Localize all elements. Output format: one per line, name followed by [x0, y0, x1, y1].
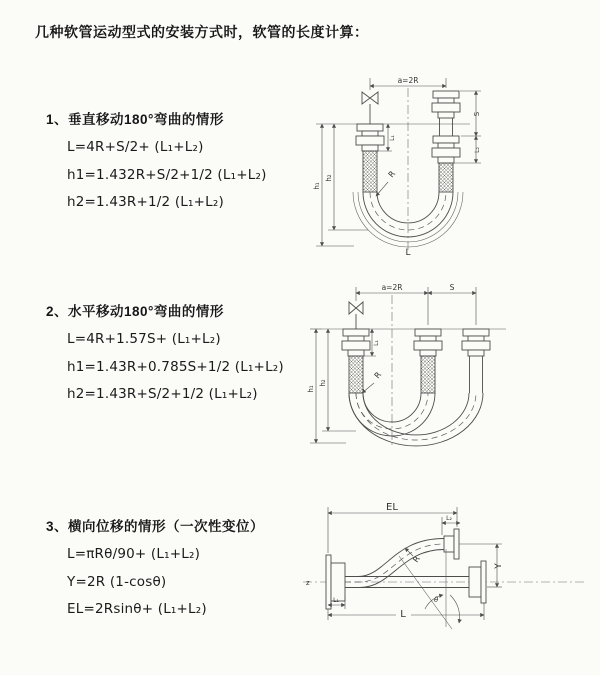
dim-label-h1: h₁	[313, 182, 321, 190]
radius-leader	[362, 370, 383, 393]
dim-label-l1: L₁	[373, 340, 380, 346]
dim-label-h1: h₁	[307, 385, 315, 393]
dim-label-s: S	[473, 111, 481, 117]
right-pipe	[440, 118, 453, 136]
dimension-a2r	[370, 76, 446, 90]
dim-label-r: R	[386, 169, 398, 180]
section-2-heading: 2、水平移动180°弯曲的情形	[46, 304, 224, 319]
left-hose-braid	[363, 151, 377, 192]
radius-leader	[376, 169, 397, 196]
dim-label-a2r: a=2R	[397, 76, 419, 85]
moved-pipe-fitting	[462, 329, 490, 356]
formula-h2: h2=1.43R+S/2+1/2 (L₁+L₂)	[67, 386, 258, 402]
dim-label-theta: θ	[434, 596, 439, 604]
right-pipe-fitting-lower	[432, 136, 460, 163]
right-flange-original	[469, 561, 486, 603]
dimension-s	[428, 283, 476, 325]
valve-icon	[349, 302, 363, 329]
formula-h2: h2=1.43R+1/2 (L₁+L₂)	[67, 194, 224, 210]
section-horizontal-movement	[46, 300, 346, 409]
page-title: 几种软管运动型式的安装方式时，软管的长度计算：	[35, 24, 369, 40]
formula-length: L=πRθ/90+ (L₁+L₂)	[67, 546, 201, 562]
formula-length: L=4R+S/2+ (L₁+L₂)	[67, 139, 204, 155]
dim-label-l1: L₁	[389, 135, 396, 141]
formula-el: EL=2Rsinθ+ (L₁+L₂)	[67, 601, 207, 617]
formula-h1: h1=1.432R+S/2+1/2 (L₁+L₂)	[67, 166, 267, 183]
axis-break-mark: z	[306, 579, 310, 587]
diagram-lateral-displacement	[297, 499, 592, 649]
section-3-heading: 3、横向位移的情形（一次性变位）	[46, 519, 265, 534]
dim-label-y: Y	[494, 563, 504, 569]
moved-pipe	[470, 356, 483, 393]
hose-s-curve	[345, 539, 444, 588]
dim-label-r: R	[411, 554, 422, 565]
left-hose-braid	[349, 356, 363, 393]
right-hose-braid	[439, 163, 453, 192]
middle-hose-braid	[421, 356, 435, 393]
dimension-s	[460, 91, 481, 136]
dim-label-l: L	[405, 248, 411, 258]
section-vertical-movement	[46, 108, 346, 217]
formula-h1: h1=1.43R+0.785S+1/2 (L₁+L₂)	[67, 358, 284, 375]
dim-label-l: L	[400, 609, 406, 620]
formula-length: L=4R+1.57S+ (L₁+L₂)	[67, 331, 221, 347]
valve-icon	[362, 92, 378, 124]
dimension-l	[328, 603, 484, 620]
dimension-el	[328, 502, 457, 553]
dim-label-el: EL	[386, 502, 398, 513]
dim-label-a2r: a=2R	[381, 283, 403, 292]
dimension-h1	[313, 124, 354, 246]
dim-label-l2: L₂	[446, 515, 452, 522]
dim-label-l1: L₁	[333, 597, 339, 604]
diagram-vertical-180-bend	[308, 74, 573, 258]
formula-y: Y=2R (1-cosθ)	[67, 573, 167, 590]
right-pipe-fitting-upper	[432, 91, 460, 118]
dim-label-l2: L₂	[474, 147, 481, 153]
section-2-formulas	[46, 326, 346, 409]
left-pipe-fitting	[356, 124, 384, 151]
section-1-heading: 1、垂直移动180°弯曲的情形	[46, 112, 224, 127]
dim-label-s: S	[449, 283, 455, 292]
left-pipe-fitting	[342, 329, 370, 356]
dim-label-h2: h₂	[325, 174, 333, 182]
middle-pipe-fitting	[414, 329, 442, 356]
dim-label-r: R	[372, 370, 384, 381]
section-1-formulas	[46, 134, 346, 217]
dim-label-h2: h₂	[319, 379, 327, 387]
diagram-horizontal-180-bend	[306, 281, 576, 451]
